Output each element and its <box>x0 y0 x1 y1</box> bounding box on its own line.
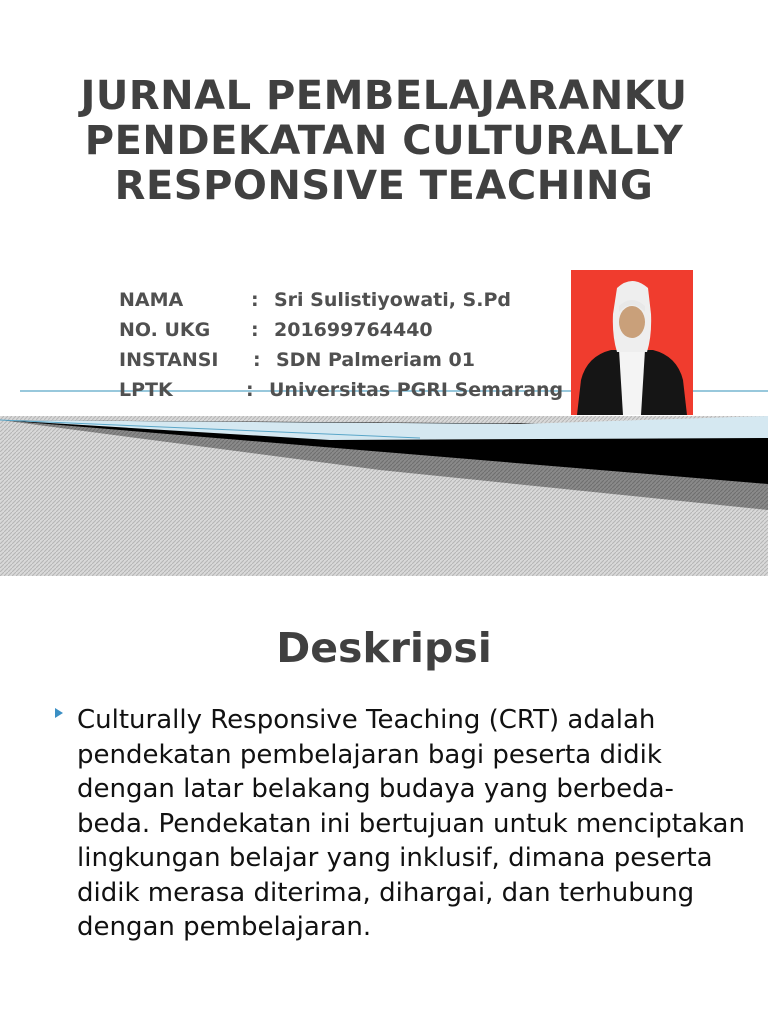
info-row-nama <box>119 285 569 315</box>
portrait-image <box>571 270 693 415</box>
info-row-instansi <box>119 345 569 375</box>
info-separator: : <box>253 349 261 371</box>
info-value: 201699764440 <box>274 319 433 341</box>
bullet-list <box>55 703 745 945</box>
info-value: SDN Palmeriam 01 <box>276 349 475 371</box>
title-line-1: JURNAL PEMBELAJARANKU <box>80 73 688 119</box>
info-separator: : <box>251 319 259 341</box>
info-label: NAMA <box>119 289 184 311</box>
identity-block <box>119 285 569 405</box>
slide-title <box>20 74 748 209</box>
title-line-2: PENDEKATAN CULTURALLY <box>84 118 684 164</box>
title-line-3: RESPONSIVE TEACHING <box>114 163 654 209</box>
info-label: LPTK <box>119 379 173 401</box>
section-heading: Deskripsi <box>276 624 492 672</box>
info-value: Universitas PGRI Semarang <box>269 379 564 401</box>
info-value: Sri Sulistiyowati, S.Pd <box>274 289 511 311</box>
bullet-item <box>55 703 745 945</box>
bullet-text: Culturally Responsive Teaching (CRT) adalah pendekatan pembelajaran bagi peserta didik dengan latar belakang budaya yang berbeda-beda. Pendekatan ini bertujuan untuk menciptakan lingkungan belajar yang inklusif, dimana peserta didik merasa diterima, dihargai, dan terhubung dengan pembelajaran. <box>77 705 745 942</box>
info-label: NO. UKG <box>119 319 211 341</box>
profile-photo <box>571 270 693 415</box>
bullet-arrow-icon <box>55 708 63 718</box>
description-slide <box>0 576 768 1024</box>
info-separator: : <box>251 289 259 311</box>
info-label: INSTANSI <box>119 349 219 371</box>
info-separator: : <box>246 379 254 401</box>
info-row-lptk <box>119 375 569 405</box>
info-row-no-ukg <box>119 315 569 345</box>
